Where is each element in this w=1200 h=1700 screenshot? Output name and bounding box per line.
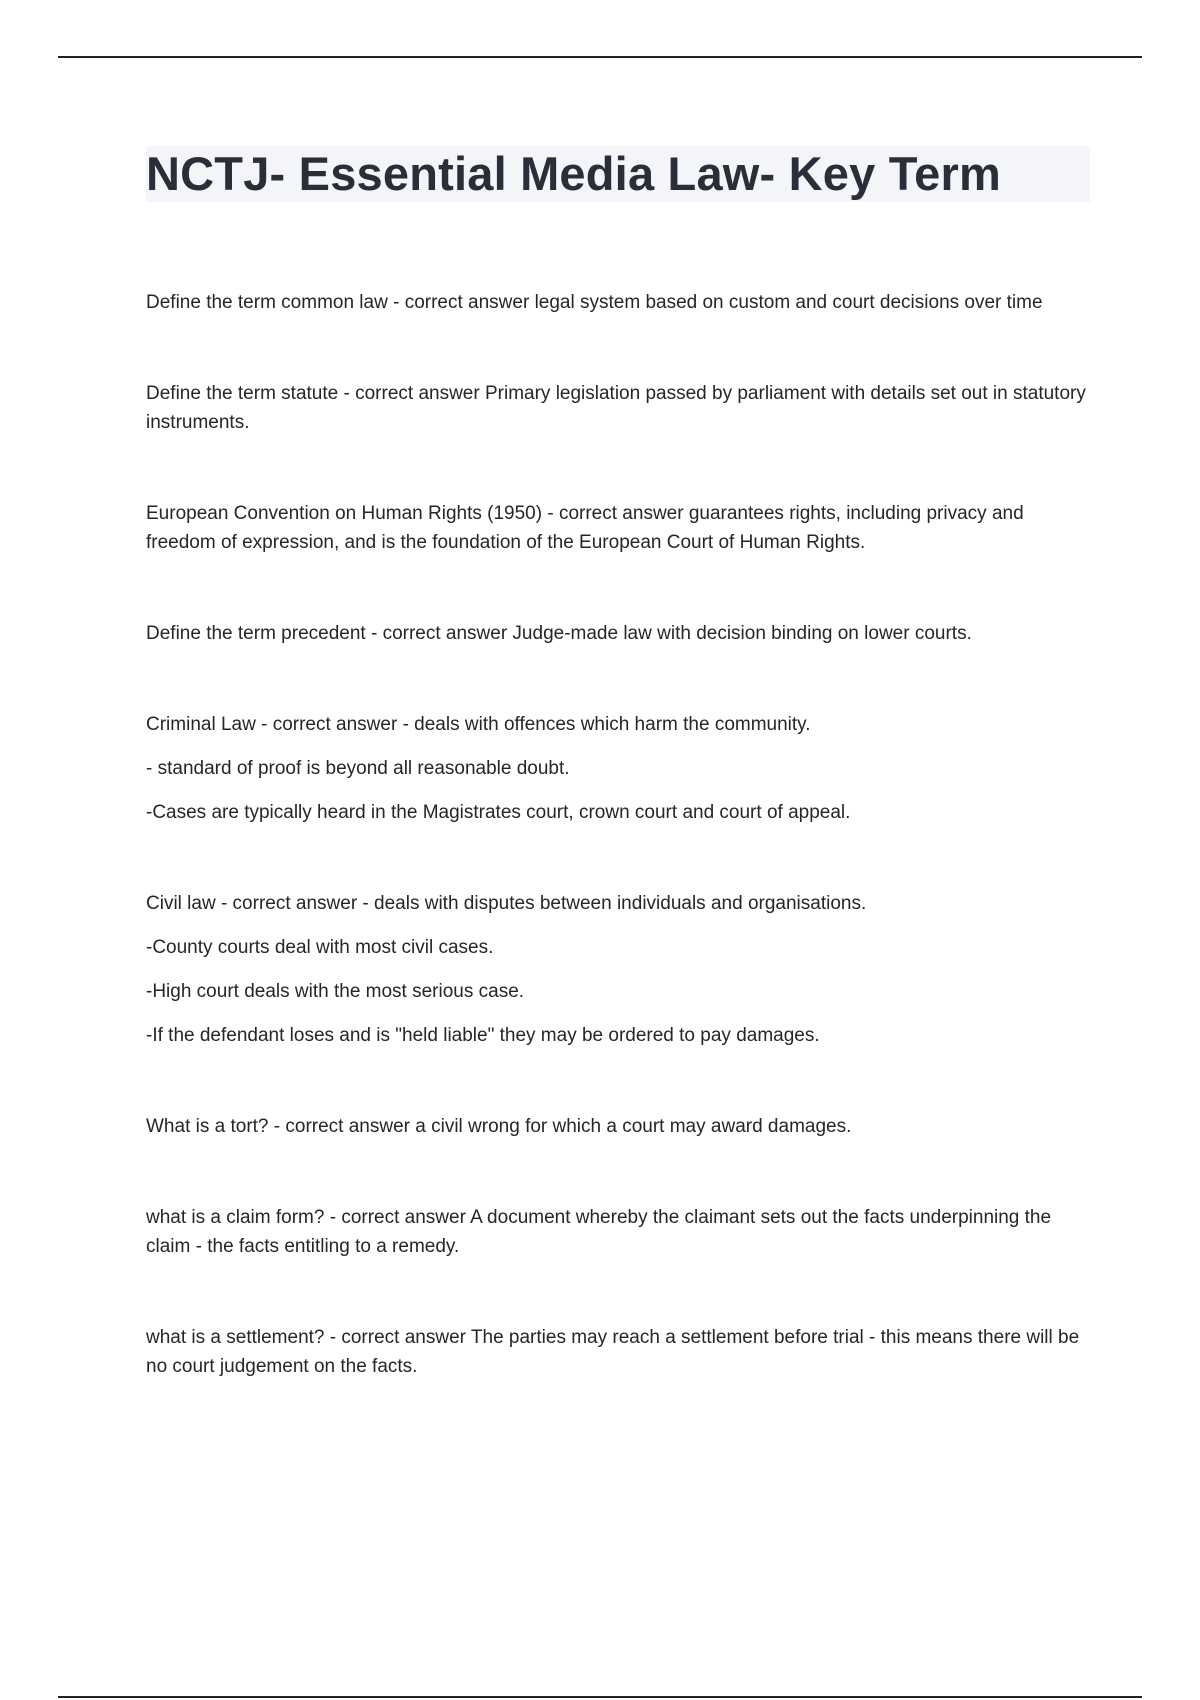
entry-text: -County courts deal with most civil cases. (146, 937, 494, 958)
qa-entry-statute (146, 379, 1092, 437)
entry-text: -If the defendant loses and is "held liable" they may be ordered to pay damages. (146, 1025, 820, 1046)
entry-text: what is a claim form? - correct answer A document whereby the claimant sets out the facts underpinning the claim - the facts entitling to a remedy. (146, 1207, 1052, 1257)
qa-entry-criminal-law (146, 710, 1092, 827)
qa-list (146, 288, 1092, 1381)
qa-entry-precedent (146, 619, 1092, 648)
entry-text: European Convention on Human Rights (1950) - correct answer guarantees rights, including privacy and freedom of expression, and is the foundation of the European Court of Human Rights. (146, 503, 1024, 553)
entry-text: Define the term common law - correct answer legal system based on custom and court decisions over time (146, 292, 1043, 313)
qa-entry-echr (146, 499, 1092, 557)
footer-rule (58, 1696, 1142, 1698)
entry-text: -High court deals with the most serious case. (146, 981, 525, 1002)
entry-text: Define the term statute - correct answer Primary legislation passed by parliament with details set out in statutory instruments. (146, 383, 1086, 433)
qa-entry-civil-law (146, 889, 1092, 1050)
qa-entry-settlement (146, 1323, 1092, 1381)
qa-entry-claim-form (146, 1203, 1092, 1261)
entry-text: what is a settlement? - correct answer The parties may reach a settlement before trial - this means there will be no court judgement on the facts. (146, 1327, 1080, 1377)
entry-text: - standard of proof is beyond all reasonable doubt. (146, 758, 570, 779)
entry-text: What is a tort? - correct answer a civil wrong for which a court may award damages. (146, 1116, 852, 1137)
entry-text: -Cases are typically heard in the Magistrates court, crown court and court of appeal. (146, 802, 851, 823)
qa-entry-common-law (146, 288, 1092, 317)
entry-text: Civil law - correct answer - deals with disputes between individuals and organisations. (146, 893, 867, 914)
entry-text: Criminal Law - correct answer - deals with offences which harm the community. (146, 714, 811, 735)
header-rule (58, 56, 1142, 58)
qa-entry-tort (146, 1112, 1092, 1141)
entry-text: Define the term precedent - correct answer Judge-made law with decision binding on lower courts. (146, 623, 972, 644)
page-title: NCTJ- Essential Media Law- Key Term (146, 147, 1001, 200)
